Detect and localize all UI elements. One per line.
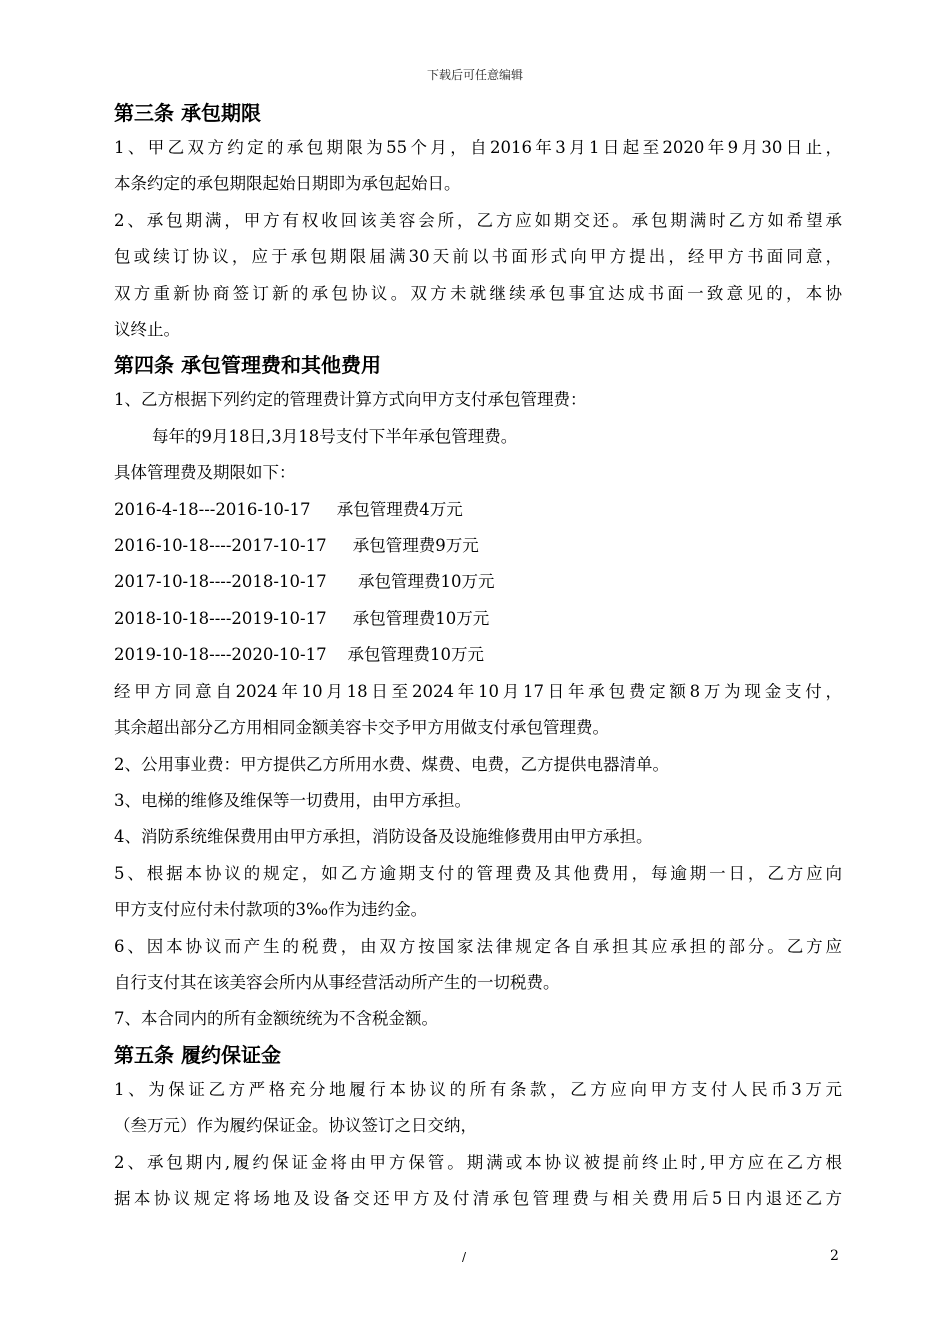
section-title: 第五条 履约保证金 <box>114 1042 281 1067</box>
section-title: 第三条 承包期限 <box>114 101 261 125</box>
paragraph-line: 双方重新协商签订新的承包协议。双方未就继续承包事宜达成书面一致意见的，本协 <box>114 283 842 303</box>
fee-schedule-row: 2016-4-18---2016-10-17 承包管理费4万元 <box>114 499 463 519</box>
paragraph-line: 甲方支付应付未付款项的3‰作为违约金。 <box>114 900 428 920</box>
section-title: 第四条 承包管理费和其他费用 <box>114 353 381 378</box>
paragraph-line: 包或续订协议，应于承包期限届满30天前以书面形式向甲方提出，经甲方书面同意， <box>114 247 842 267</box>
paragraph-line: 1、为保证乙方严格充分地履行本协议的所有条款，乙方应向甲方支付人民币3万元 <box>114 1079 842 1099</box>
paragraph-line: 2、公用事业费：甲方提供乙方所用水费、煤费、电费，乙方提供电器清单。 <box>114 754 669 774</box>
paragraph-line: 1、乙方根据下列约定的管理费计算方式向甲方支付承包管理费： <box>114 390 587 410</box>
paragraph-line: 3、电梯的维修及维保等一切费用，由甲方承担。 <box>114 790 471 810</box>
paragraph-line: 4、消防系统维保费用由甲方承担，消防设备及设施维修费用由甲方承担。 <box>114 827 653 847</box>
paragraph-line: 1、甲乙双方约定的承包期限为55个月，自2016年3月1日起至2020年9月30日止， <box>114 138 842 157</box>
paragraph-line: 每年的9月18日,3月18号支付下半年承包管理费。 <box>152 426 518 446</box>
paragraph-line: 6、因本协议而产生的税费，由双方按国家法律规定各自承担其应承担的部分。乙方应 <box>114 936 842 956</box>
page-number: 2 <box>830 1248 839 1264</box>
fee-schedule-row: 2017-10-18----2018-10-17 承包管理费10万元 <box>114 572 495 592</box>
document-body <box>114 96 842 1217</box>
page-header: 下载后可任意编辑 <box>426 68 523 82</box>
paragraph-line: 其余超出部分乙方用相同金额美容卡交予甲方用做支付承包管理费。 <box>114 718 609 738</box>
paragraph-line: 经甲方同意自2024年10月18日至2024年10月17日年承包费定额8万为现金支付， <box>114 681 842 701</box>
fee-schedule-row: 2018-10-18----2019-10-17 承包管理费10万元 <box>114 608 490 628</box>
paragraph-line: 2、承包期内,履约保证金将由甲方保管。期满或本协议被提前终止时,甲方应在乙方根 <box>114 1152 842 1172</box>
fee-schedule-row: 2016-10-18----2017-10-17 承包管理费9万元 <box>114 536 479 556</box>
paragraph-line: 议终止。 <box>114 320 180 340</box>
paragraph-line: 2、承包期满，甲方有权收回该美容会所，乙方应如期交还。承包期满时乙方如希望承 <box>114 210 842 230</box>
paragraph-line: 本条约定的承包期限起始日期即为承包起始日。 <box>114 174 461 194</box>
paragraph-line: 5、根据本协议的规定，如乙方逾期支付的管理费及其他费用，每逾期一日，乙方应向 <box>114 863 842 883</box>
fee-schedule-row: 2019-10-18----2020-10-17 承包管理费10万元 <box>114 645 485 665</box>
paragraph-line: 自行支付其在该美容会所内从事经营活动所产生的一切税费。 <box>114 972 560 992</box>
paragraph-line: 7、本合同内的所有金额统统为不含税金额。 <box>114 1009 438 1029</box>
paragraph-line: 据本协议规定将场地及设备交还甲方及付清承包管理费与相关费用后5日内退还乙方 <box>114 1188 842 1208</box>
paragraph-line: （叁万元）作为履约保证金。协议签订之日交纳， <box>114 1116 477 1136</box>
paragraph-line: 具体管理费及期限如下： <box>114 463 296 483</box>
footer-separator: / <box>462 1250 467 1264</box>
